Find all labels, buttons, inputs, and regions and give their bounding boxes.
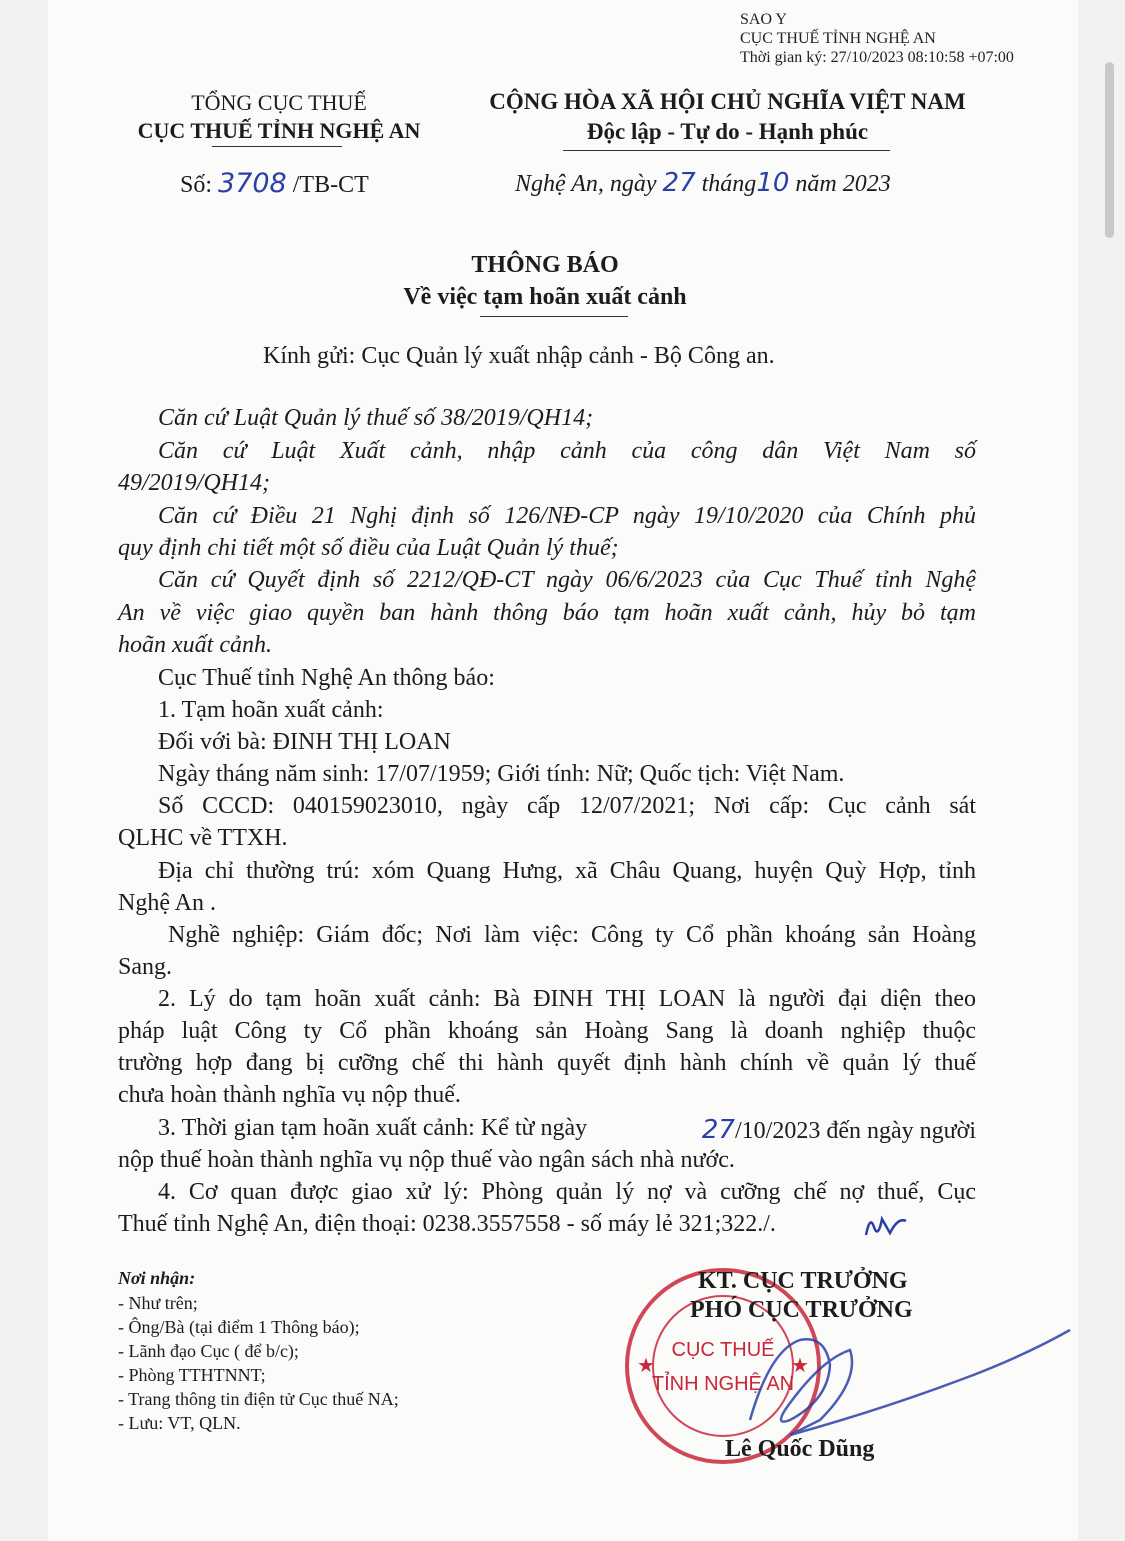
- national-title: CỘNG HÒA XÃ HỘI CHỦ NGHĨA VIỆT NAM: [489, 89, 966, 114]
- receiver-item: - Trang thông tin điện tử Cục thuế NA;: [118, 1389, 399, 1409]
- basis-3b: quy định chi tiết một số điều của Luật Quản lý thuế;: [118, 535, 619, 561]
- id-info-b: QLHC về TTXH.: [118, 825, 288, 851]
- issue-date: [515, 168, 891, 198]
- signature-title2: PHÓ CỤC TRƯỞNG: [690, 1297, 913, 1323]
- birth-info: Ngày tháng năm sinh: 17/07/1959; Giới tính: Nữ; Quốc tịch: Việt Nam.: [158, 761, 845, 787]
- document-subject: Về việc tạm hoãn xuất cảnh: [403, 284, 687, 310]
- document-number: [180, 168, 369, 199]
- agency-name: CỤC THUẾ TỈNH NGHỆ AN: [137, 118, 421, 143]
- basis-1: Căn cứ Luật Quản lý thuế số 38/2019/QH14;: [158, 405, 594, 431]
- date-month-handwritten: 10: [756, 168, 790, 198]
- subject-underline: [480, 316, 628, 317]
- receivers-title: Nơi nhận:: [118, 1268, 196, 1288]
- reason-c: trường hợp đang bị cưỡng chế thi hành quyết định hành chính về quản lý thuế: [118, 1050, 976, 1076]
- receiver-item: - Lãnh đạo Cục ( để b/c);: [118, 1341, 299, 1361]
- signer-name: Lê Quốc Dũng: [725, 1436, 875, 1462]
- document-title: THÔNG BÁO: [471, 252, 619, 278]
- copy-stamp-line2: CỤC THUẾ TỈNH NGHỆ AN: [740, 30, 936, 47]
- scrollbar[interactable]: [1105, 62, 1114, 238]
- seal-star-left: ★: [637, 1355, 655, 1377]
- date-part2: tháng: [701, 171, 757, 197]
- receiver-item: - Phòng TTHTNNT;: [118, 1365, 266, 1385]
- initials-mark: [860, 1205, 910, 1245]
- person-name: Đối với bà: ĐINH THỊ LOAN: [158, 729, 451, 755]
- receiver-item: - Lưu: VT, QLN.: [118, 1413, 241, 1433]
- copy-stamp-line3: Thời gian ký: 27/10/2023 08:10:58 +07:00: [740, 49, 1014, 66]
- seal-center-line1: CỤC THUẾ: [671, 1339, 775, 1361]
- basis-4a: Căn cứ Quyết định số 2212/QĐ-CT ngày 06/6/2023 của Cục Thuế tỉnh Nghệ: [158, 567, 976, 593]
- intro-line: Cục Thuế tỉnh Nghệ An thông báo:: [158, 665, 495, 691]
- job-b: Sang.: [118, 954, 172, 980]
- receiver-item: - Ông/Bà (tại điểm 1 Thông báo);: [118, 1317, 360, 1337]
- contact-b: Thuế tỉnh Nghệ An, điện thoại: 0238.3557558 - số máy lẻ 321;322./.: [118, 1211, 776, 1237]
- reason-b: pháp luật Công ty Cổ phần khoáng sản Hoàng Sang là doanh nghiệp thuộc: [118, 1018, 976, 1044]
- handwritten-signature: [730, 1320, 1075, 1450]
- national-motto: Độc lập - Tự do - Hạnh phúc: [586, 119, 869, 144]
- time-a: [158, 1115, 976, 1145]
- agency-parent: TỔNG CỤC THUẾ: [191, 90, 367, 115]
- basis-2a: Căn cứ Luật Xuất cảnh, nhập cảnh của công dân Việt Nam số: [158, 438, 976, 464]
- reason-d: chưa hoàn thành nghĩa vụ nộp thuế.: [118, 1082, 461, 1108]
- address-a: Địa chỉ thường trú: xóm Quang Hưng, xã Châu Quang, huyện Quỳ Hợp, tỉnh: [158, 858, 976, 884]
- signature-title1: KT. CỤC TRƯỞNG: [698, 1268, 908, 1294]
- basis-2b: 49/2019/QH14;: [118, 470, 270, 496]
- id-info-a: Số CCCD: 040159023010, ngày cấp 12/07/2021; Nơi cấp: Cục cảnh sát: [158, 793, 976, 819]
- number-prefix: Số:: [180, 172, 213, 198]
- recipient-line: Kính gửi: Cục Quản lý xuất nhập cảnh - Bộ Công an.: [263, 343, 775, 369]
- time-b: nộp thuế hoàn thành nghĩa vụ nộp thuế vào ngân sách nhà nước.: [118, 1147, 735, 1173]
- job-a: Nghề nghiệp: Giám đốc; Nơi làm việc: Công ty Cổ phần khoáng sản Hoàng: [168, 922, 976, 948]
- time-day-handwritten: 27: [701, 1115, 735, 1145]
- date-day-handwritten: 27: [662, 168, 696, 198]
- time-date-group: [702, 1115, 976, 1145]
- seal-star-right: ★: [791, 1355, 809, 1377]
- agency-underline: [212, 146, 342, 147]
- item1-heading: 1. Tạm hoãn xuất cảnh:: [158, 697, 384, 723]
- motto-underline: [563, 150, 890, 151]
- date-part3: năm 2023: [795, 171, 891, 197]
- time-prefix: 3. Thời gian tạm hoãn xuất cảnh: Kể từ ngày: [158, 1115, 588, 1141]
- seal-center-line2: TỈNH NGHỆ AN: [651, 1373, 795, 1395]
- number-handwritten: 3708: [218, 168, 287, 199]
- number-suffix: /TB-CT: [292, 172, 369, 198]
- receiver-item: - Như trên;: [118, 1293, 198, 1313]
- time-suffix: /10/2023 đến ngày người: [734, 1118, 976, 1144]
- date-part1: Nghệ An, ngày: [515, 171, 657, 197]
- basis-4b: An về việc giao quyền ban hành thông báo tạm hoãn xuất cảnh, hủy bỏ tạm: [118, 600, 976, 626]
- copy-stamp-line1: SAO Y: [740, 11, 787, 28]
- basis-3a: Căn cứ Điều 21 Nghị định số 126/NĐ-CP ngày 19/10/2020 của Chính phủ: [158, 503, 976, 529]
- contact-a: 4. Cơ quan được giao xử lý: Phòng quản lý nợ và cưỡng chế nợ thuế, Cục: [158, 1179, 976, 1205]
- reason-a: 2. Lý do tạm hoãn xuất cảnh: Bà ĐINH THỊ LOAN là người đại diện theo: [158, 986, 976, 1012]
- address-b: Nghệ An .: [118, 890, 216, 916]
- basis-4c: hoãn xuất cảnh.: [118, 632, 272, 658]
